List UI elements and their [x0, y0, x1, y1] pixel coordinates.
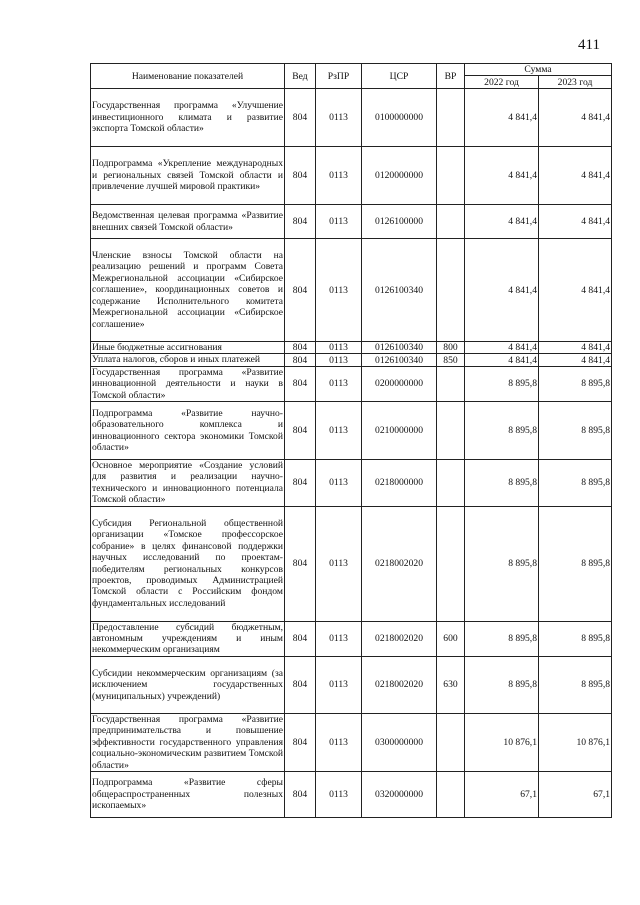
row-sum-2022: 4 841,4	[465, 205, 539, 239]
row-name: Государственная программа «Улучшение инвестиционного климата и развитие экспорта Томской области»	[91, 89, 285, 147]
row-sum-2022: 8 895,8	[465, 656, 539, 713]
row-ved: 804	[285, 89, 316, 147]
row-csr: 0126100000	[362, 205, 437, 239]
row-vr: 850	[437, 354, 465, 366]
row-rzpr: 0113	[316, 342, 362, 354]
row-sum-2022: 4 841,4	[465, 342, 539, 354]
row-sum-2023: 67,1	[539, 771, 612, 817]
row-csr: 0120000000	[362, 147, 437, 205]
table-row	[91, 342, 612, 354]
row-ved: 804	[285, 354, 316, 366]
row-ved: 804	[285, 402, 316, 460]
row-sum-2022: 67,1	[465, 771, 539, 817]
row-rzpr: 0113	[316, 713, 362, 771]
row-ved: 804	[285, 713, 316, 771]
row-sum-2023: 4 841,4	[539, 354, 612, 366]
row-rzpr: 0113	[316, 205, 362, 239]
row-sum-2023: 8 895,8	[539, 656, 612, 713]
row-csr: 0100000000	[362, 89, 437, 147]
budget-table	[90, 63, 612, 818]
table-row	[91, 656, 612, 713]
row-sum-2022: 10 876,1	[465, 713, 539, 771]
header-year-2023: 2023 год	[539, 76, 612, 89]
row-csr: 0218000000	[362, 460, 437, 507]
row-ved: 804	[285, 239, 316, 342]
row-sum-2023: 8 895,8	[539, 460, 612, 507]
row-csr: 0210000000	[362, 402, 437, 460]
row-rzpr: 0113	[316, 89, 362, 147]
row-name: Субсидия Региональной общественной организации «Томское профессорское собрание» в целях финансовой поддержки научных исследований по проектам-победителям региональных конкурсов проектов, проводимых Администрацией Томской области с Российским фондом фундаментальных исследований	[91, 506, 285, 621]
row-sum-2023: 4 841,4	[539, 147, 612, 205]
row-csr: 0126100340	[362, 354, 437, 366]
row-sum-2022: 4 841,4	[465, 89, 539, 147]
row-rzpr: 0113	[316, 460, 362, 507]
table-row	[91, 621, 612, 656]
row-name: Основное мероприятие «Создание условий для развития и реализации научно-технического и инновационного потенциала Томской области»	[92, 460, 283, 506]
row-vr	[437, 506, 465, 621]
row-sum-2022: 8 895,8	[465, 506, 539, 621]
row-vr	[437, 205, 465, 239]
row-name: Государственная программа «Развитие предпринимательства и повышение эффективности государственного управления социально-экономическим развитием Томской области»	[92, 713, 283, 771]
row-vr	[437, 366, 465, 401]
table-row	[91, 147, 612, 205]
row-name: Иные бюджетные ассигнования	[91, 342, 285, 354]
row-vr	[437, 460, 465, 507]
header-vr: ВР	[437, 64, 465, 89]
row-sum-2023: 4 841,4	[539, 89, 612, 147]
header-csr: ЦСР	[362, 64, 437, 89]
row-name: Членские взносы Томской области на реализацию решений и программ Совета Межрегиональной ассоциации «Сибирское соглашение», координационных советов и содержание Исполнительного комитета Межрегиональной ассоциации «Сибирское соглашение»	[91, 239, 285, 342]
row-name: Уплата налогов, сборов и иных платежей	[91, 354, 285, 366]
row-vr	[437, 147, 465, 205]
row-rzpr: 0113	[316, 239, 362, 342]
row-csr: 0300000000	[362, 713, 437, 771]
header-sum: Сумма	[465, 64, 612, 76]
row-ved: 804	[285, 460, 316, 507]
row-name: Подпрограмма «Развитие сферы общераспространенных полезных ископаемых»	[91, 771, 285, 817]
row-sum-2023: 8 895,8	[539, 366, 612, 401]
row-csr: 0200000000	[362, 366, 437, 401]
table-row	[91, 506, 612, 621]
table-row	[91, 402, 612, 460]
row-sum-2022: 4 841,4	[465, 147, 539, 205]
row-name: Субсидии некоммерческим организациям (за исключением государственных (муниципальных) учреждений)	[91, 656, 285, 713]
row-sum-2023: 8 895,8	[539, 402, 612, 460]
row-name: Подпрограмма «Развитие научно-образовательного комплекса и инновационного сектора экономики Томской области»	[91, 402, 285, 460]
header-year-2022: 2022 год	[465, 76, 539, 89]
row-sum-2023: 8 895,8	[539, 506, 612, 621]
row-ved: 804	[285, 621, 316, 656]
row-ved: 804	[285, 342, 316, 354]
row-rzpr: 0113	[316, 656, 362, 713]
header-ved: Вед	[285, 64, 316, 89]
row-name: Ведомственная целевая программа «Развитие внешних связей Томской области»	[91, 205, 285, 239]
row-vr	[437, 239, 465, 342]
table-row	[91, 366, 612, 401]
row-sum-2023: 8 895,8	[539, 621, 612, 656]
row-csr: 0218002020	[362, 621, 437, 656]
row-csr: 0126100340	[362, 342, 437, 354]
row-sum-2023: 4 841,4	[539, 205, 612, 239]
table-row	[91, 205, 612, 239]
row-rzpr: 0113	[316, 147, 362, 205]
table-row	[91, 354, 612, 366]
row-sum-2023: 4 841,4	[539, 342, 612, 354]
header-name: Наименование показателей	[91, 64, 285, 89]
row-name: Предоставление субсидий бюджетным, автономным учреждениям и иным некоммерческим организациям	[92, 621, 283, 656]
row-csr: 0320000000	[362, 771, 437, 817]
table-row	[91, 771, 612, 817]
row-ved: 804	[285, 205, 316, 239]
table-row	[91, 89, 612, 147]
row-csr: 0218002020	[362, 506, 437, 621]
row-rzpr: 0113	[316, 506, 362, 621]
row-vr	[437, 402, 465, 460]
table-row	[91, 239, 612, 342]
row-vr	[437, 713, 465, 771]
row-vr	[437, 771, 465, 817]
row-ved: 804	[285, 771, 316, 817]
row-vr	[437, 89, 465, 147]
table-row	[91, 460, 612, 507]
row-rzpr: 0113	[316, 366, 362, 401]
row-sum-2022: 8 895,8	[465, 460, 539, 507]
row-sum-2022: 4 841,4	[465, 239, 539, 342]
row-rzpr: 0113	[316, 771, 362, 817]
row-sum-2022: 4 841,4	[465, 354, 539, 366]
row-vr: 800	[437, 342, 465, 354]
header-rzpr: РзПР	[316, 64, 362, 89]
row-rzpr: 0113	[316, 402, 362, 460]
row-ved: 804	[285, 366, 316, 401]
row-vr: 630	[437, 656, 465, 713]
table-row	[91, 713, 612, 771]
row-ved: 804	[285, 656, 316, 713]
row-ved: 804	[285, 506, 316, 621]
row-rzpr: 0113	[316, 621, 362, 656]
row-sum-2022: 8 895,8	[465, 366, 539, 401]
row-sum-2023: 4 841,4	[539, 239, 612, 342]
row-vr: 600	[437, 621, 465, 656]
row-csr: 0218002020	[362, 656, 437, 713]
row-csr: 0126100340	[362, 239, 437, 342]
row-sum-2023: 10 876,1	[539, 713, 612, 771]
row-rzpr: 0113	[316, 354, 362, 366]
row-sum-2022: 8 895,8	[465, 621, 539, 656]
page-number: 411	[578, 37, 600, 53]
row-name: Подпрограмма «Укрепление международных и региональных связей Томской области и привлечение лучшей мировой практики»	[91, 147, 285, 205]
row-ved: 804	[285, 147, 316, 205]
row-name: Государственная программа «Развитие инновационной деятельности и науки в Томской области»	[92, 366, 283, 401]
row-sum-2022: 8 895,8	[465, 402, 539, 460]
